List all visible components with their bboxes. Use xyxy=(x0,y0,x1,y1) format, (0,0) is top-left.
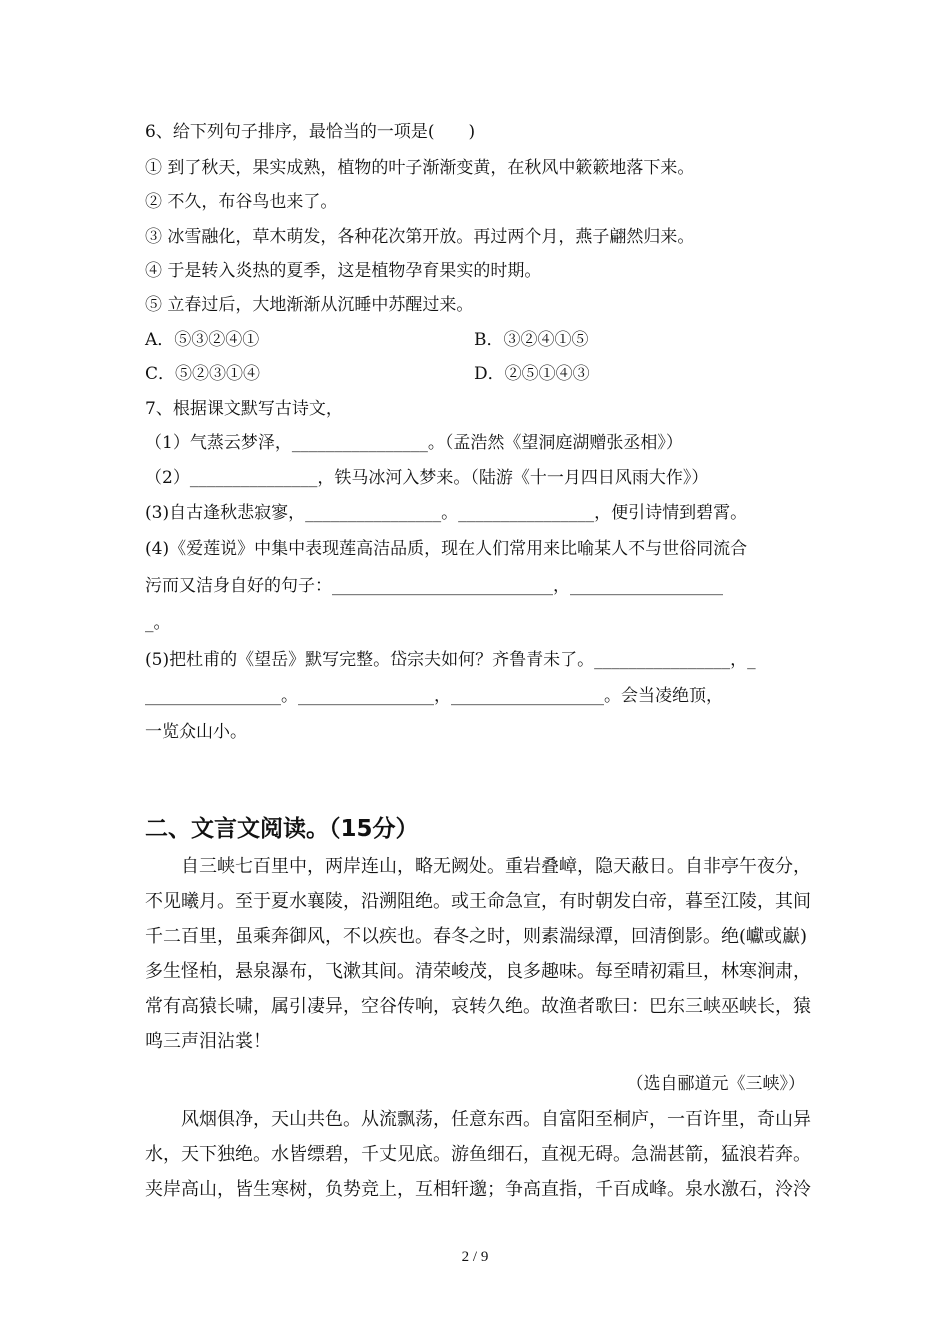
passage1-line-1: 自三峡七百里中，两岸连山，略无阙处。重岩叠嶂，隐天蔽日。自非亭午夜分， xyxy=(145,856,811,877)
q7-line-7: (5)把杜甫的《望岳》默写完整。岱宗夫如何？齐鲁青未了。________________，_ xyxy=(145,650,756,670)
q7-line-1: （1）气蒸云梦泽，________________。（孟浩然《望洞庭湖赠张丞相》） xyxy=(145,433,683,453)
passage1-source: （选自郦道元《三峡》） xyxy=(626,1074,805,1094)
q6-option-b: B．③②④①⑤ xyxy=(474,330,589,350)
passage1-line-4: 多生怪柏，悬泉瀑布，飞漱其间。清荣峻茂，良多趣味。每至晴初霜旦，林寒涧肃， xyxy=(145,961,811,982)
q6-option-c: C．⑤②③①④ xyxy=(145,364,261,384)
section-heading: 二、文言文阅读。（15分） xyxy=(145,816,419,842)
q7-line-9: 一览众山小。 xyxy=(145,722,247,742)
q7-stem: 7、根据课文默写古诗文， xyxy=(145,399,343,419)
q6-sentence-1: ① 到了秋天，果实成熟，植物的叶子渐渐变黄，在秋风中簌簌地落下来。 xyxy=(145,158,695,178)
passage1-line-3: 千二百里，虽乘奔御风，不以疾也。春冬之时，则素湍绿潭，回清倒影。绝(巘或巚) xyxy=(145,926,808,947)
q7-line-4: (4)《爱莲说》中集中表现莲高洁品质，现在人们常用来比喻某人不与世俗同流合 xyxy=(145,539,748,559)
q7-line-3: (3)自古逢秋悲寂寥，________________。________________，便引诗情到碧霄。 xyxy=(145,503,748,523)
q7-line-8: ________________。________________，__________________。会当凌绝顶， xyxy=(145,686,723,706)
q7-line-6: _。 xyxy=(145,613,171,633)
q6-sentence-2: ② 不久，布谷鸟也来了。 xyxy=(145,192,338,212)
q6-sentence-3: ③ 冰雪融化，草木萌发，各种花次第开放。再过两个月，燕子翩然归来。 xyxy=(145,227,695,247)
q6-sentence-5: ⑤ 立春过后，大地渐渐从沉睡中苏醒过来。 xyxy=(145,295,474,315)
q6-stem: 6、给下列句子排序，最恰当的一项是( ) xyxy=(145,122,476,142)
q7-line-2: （2）_______________，铁马冰河入梦来。（陆游《十一月四日风雨大作》） xyxy=(145,468,709,488)
passage2-line-1: 风烟俱净，天山共色。从流飘荡，任意东西。自富阳至桐庐，一百许里，奇山异 xyxy=(145,1109,811,1130)
q6-sentence-4: ④ 于是转入炎热的夏季，这是植物孕育果实的时期。 xyxy=(145,261,542,281)
page-number: 2 / 9 xyxy=(461,1249,489,1265)
q7-line-5: 污而又洁身自好的句子：__________________________，__________________ xyxy=(145,576,723,596)
passage1-line-5: 常有高猿长啸，属引凄异，空谷传响，哀转久绝。故渔者歌曰：巴东三峡巫峡长，猿 xyxy=(145,996,811,1017)
q6-option-d: D．②⑤①④③ xyxy=(474,364,590,384)
passage2-line-3: 夹岸高山，皆生寒树，负势竞上，互相轩邈；争高直指，千百成峰。泉水激石，泠泠 xyxy=(145,1179,811,1200)
passage1-line-2: 不见曦月。至于夏水襄陵，沿溯阻绝。或王命急宣，有时朝发白帝，暮至江陵，其间 xyxy=(145,891,811,912)
passage2-line-2: 水，天下独绝。水皆缥碧，千丈见底。游鱼细石，直视无碍。急湍甚箭，猛浪若奔。 xyxy=(145,1144,811,1165)
passage1-line-6: 鸣三声泪沾裳！ xyxy=(145,1031,271,1052)
q6-option-a: A．⑤③②④① xyxy=(145,330,260,350)
